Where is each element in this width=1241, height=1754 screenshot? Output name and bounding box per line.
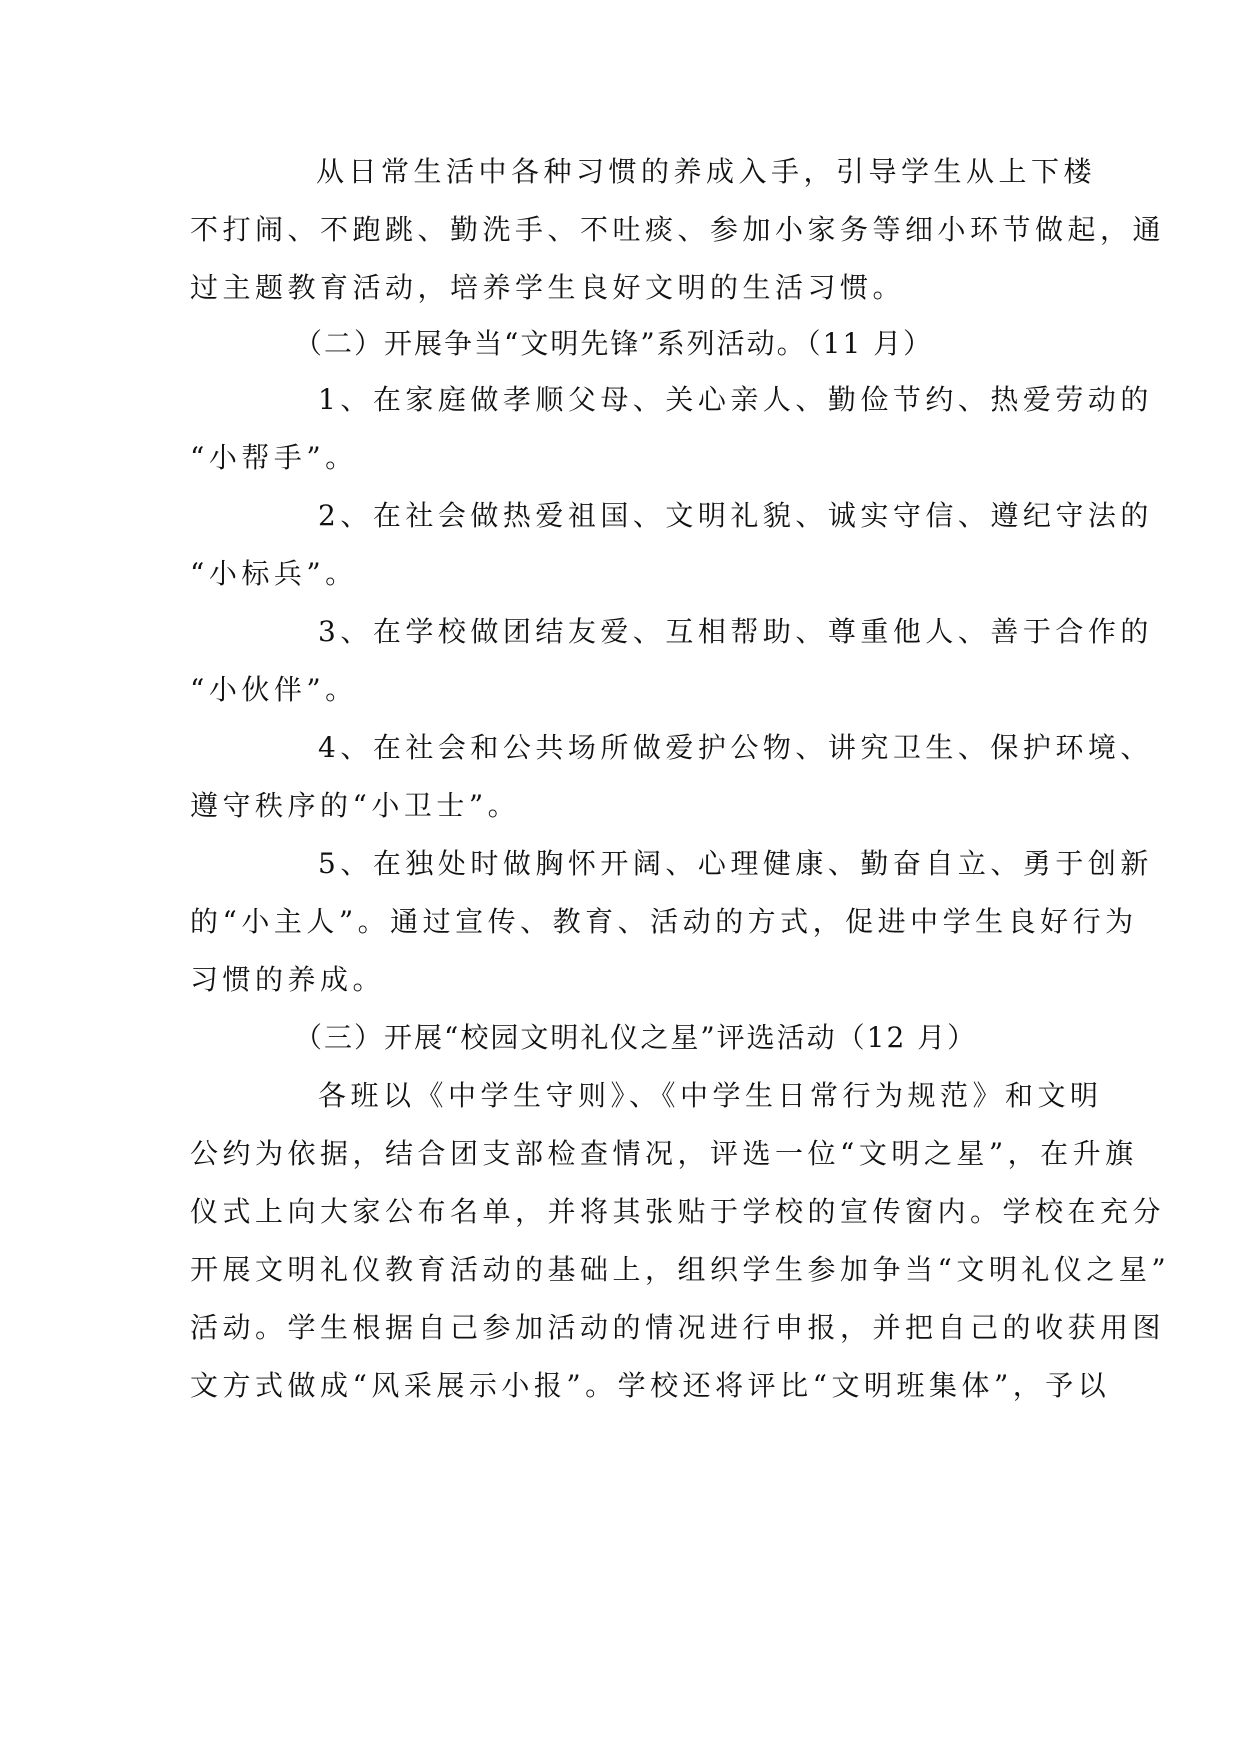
list-item-continuation: 的“小主人”。通过宣传、教育、活动的方式，促进中学生良好行为 (190, 905, 1138, 938)
list-item: 3、在学校做团结友爱、互相帮助、尊重他人、善于合作的 (318, 615, 1153, 648)
paragraph-line: 文方式做成“风采展示小报”。学校还将评比“文明班集体”，予以 (190, 1369, 1111, 1402)
paragraph-line: 公约为依据，结合团支部检查情况，评选一位“文明之星”，在升旗 (190, 1137, 1138, 1170)
list-item-continuation: “小伙伴”。 (190, 673, 358, 706)
paragraph-line: 各班以《中学生守则》、《中学生日常行为规范》和文明 (318, 1079, 1103, 1112)
list-item-continuation: 习惯的养成。 (190, 963, 386, 996)
list-item: 4、在社会和公共场所做爱护公物、讲究卫生、保护环境、 (318, 731, 1153, 764)
paragraph-line: 开展文明礼仪教育活动的基础上，组织学生参加争当“文明礼仪之星” (190, 1253, 1171, 1286)
list-item: 5、在独处时做胸怀开阔、心理健康、勤奋自立、勇于创新 (318, 847, 1153, 880)
section-heading: （三）开展“校园文明礼仪之星”评选活动（12 月） (294, 1021, 978, 1054)
paragraph-line: 过主题教育活动，培养学生良好文明的生活习惯。 (190, 271, 906, 304)
paragraph-line: 仪式上向大家公布名单，并将其张贴于学校的宣传窗内。学校在充分 (190, 1195, 1166, 1228)
list-item: 2、在社会做热爱祖国、文明礼貌、诚实守信、遵纪守法的 (318, 499, 1153, 532)
paragraph-line: 不打闹、不跑跳、勤洗手、不吐痰、参加小家务等细小环节做起，通 (190, 213, 1166, 246)
paragraph-line: 从日常生活中各种习惯的养成入手，引导学生从上下楼 (316, 155, 1097, 188)
list-item-continuation: “小帮手”。 (190, 441, 358, 474)
list-item-continuation: “小标兵”。 (190, 557, 358, 590)
list-item-continuation: 遵守秩序的“小卫士”。 (190, 789, 521, 822)
paragraph-line: 活动。学生根据自己参加活动的情况进行申报，并把自己的收获用图 (190, 1311, 1166, 1344)
list-item: 1、在家庭做孝顺父母、关心亲人、勤俭节约、热爱劳动的 (318, 383, 1153, 416)
section-heading: （二）开展争当“文明先锋”系列活动。（11 月） (294, 327, 934, 360)
